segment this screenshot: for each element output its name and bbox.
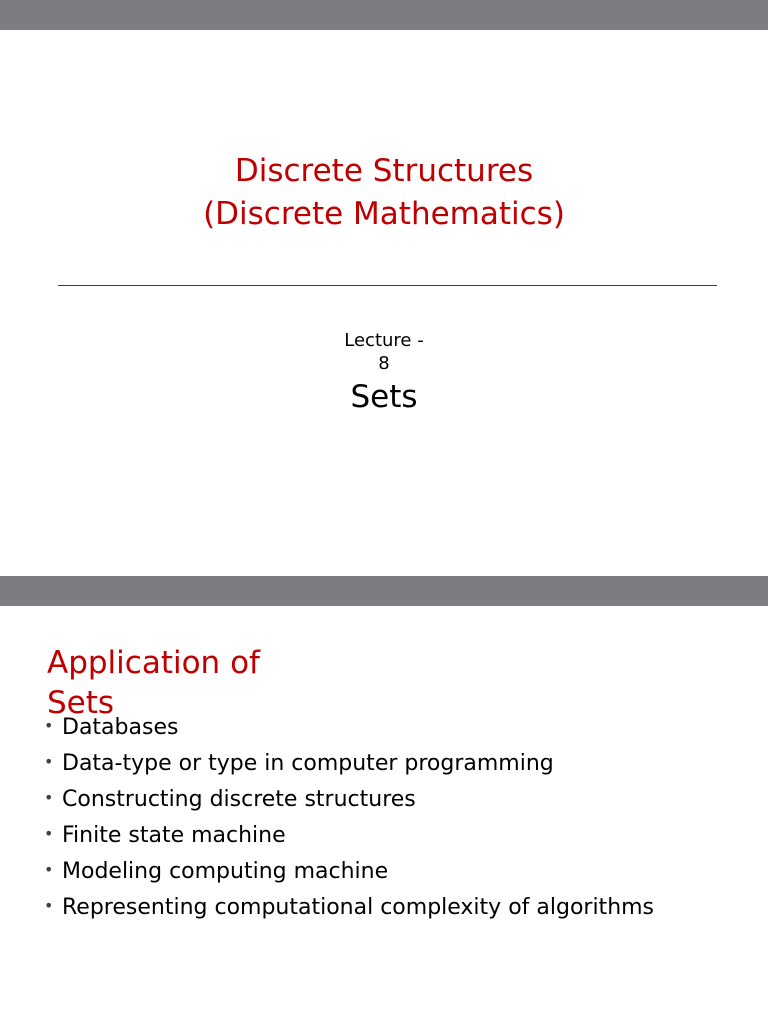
- title-line-2: (Discrete Mathematics): [203, 196, 565, 232]
- list-item-text: Finite state machine: [62, 823, 286, 848]
- bullet-dot-icon: •: [44, 860, 54, 879]
- lecture-number: 8: [378, 353, 390, 374]
- heading-line-1: Application of: [47, 645, 260, 681]
- bullet-dot-icon: •: [44, 752, 54, 771]
- bullet-dot-icon: •: [44, 896, 54, 915]
- slide-top-bar: [0, 576, 768, 606]
- bullet-list: [44, 713, 744, 929]
- heading-line-2: Sets: [47, 685, 115, 721]
- list-item-text: Modeling computing machine: [62, 859, 389, 884]
- bullet-dot-icon: •: [44, 824, 54, 843]
- slide-heading: [47, 643, 347, 723]
- list-item-text: Constructing discrete structures: [62, 787, 416, 812]
- bullet-dot-icon: •: [44, 788, 54, 807]
- content-slide: [0, 576, 768, 1024]
- slide-subtitle: Sets: [350, 379, 418, 415]
- lecture-label-line-1: Lecture -: [344, 330, 424, 351]
- list-item: [44, 893, 744, 923]
- list-item: [44, 749, 744, 779]
- list-item: [44, 821, 744, 851]
- list-item: [44, 713, 744, 743]
- list-item: [44, 857, 744, 887]
- slide-top-bar: [0, 0, 768, 30]
- title-line-1: Discrete Structures: [234, 153, 534, 189]
- list-item-text: Data-type or type in computer programming: [62, 751, 554, 776]
- bullet-dot-icon: •: [44, 716, 54, 735]
- list-item-text: Representing computational complexity of algorithms: [62, 895, 655, 920]
- lecture-label: [0, 329, 768, 375]
- slide-title: [0, 150, 768, 236]
- list-item-text: Databases: [62, 715, 179, 740]
- title-divider: [58, 285, 717, 286]
- list-item: [44, 785, 744, 815]
